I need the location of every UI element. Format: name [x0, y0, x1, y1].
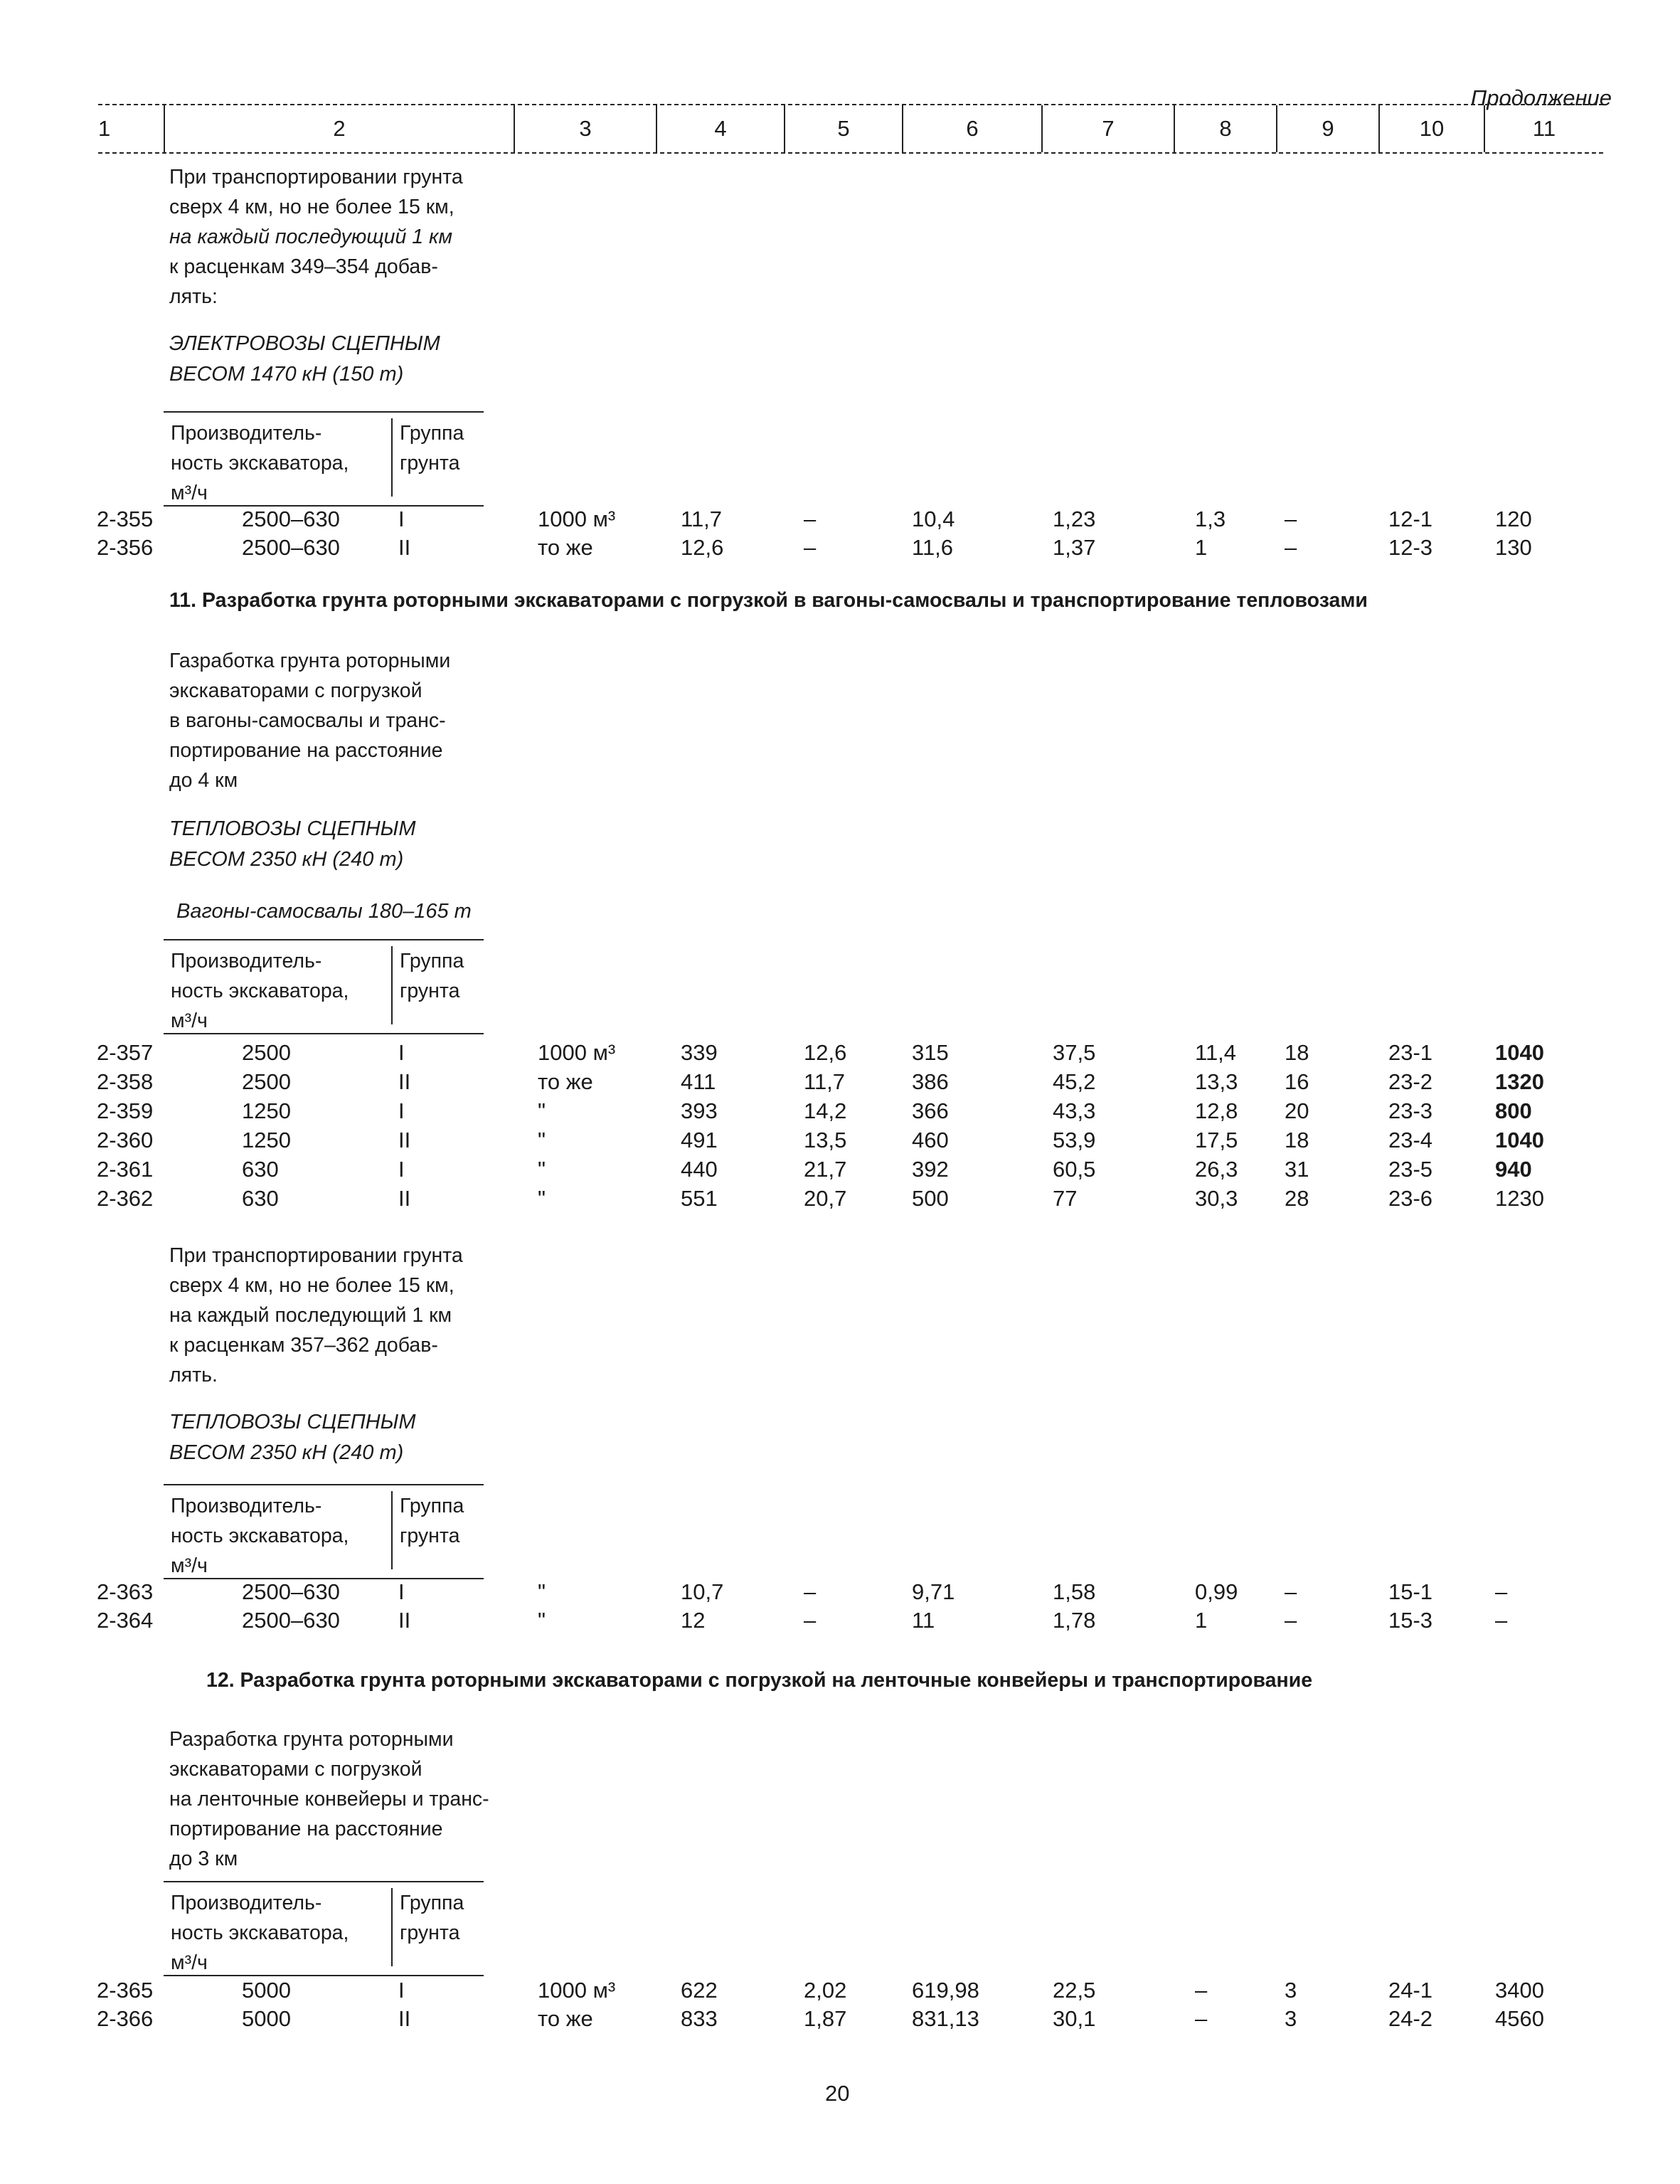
productivity: 2500–630 [242, 1579, 340, 1604]
subtable-header-block1 [164, 411, 484, 507]
col-4-value: 12 [681, 1608, 706, 1633]
col-4-value: 10,7 [681, 1579, 724, 1604]
text-line: на каждый последующий 1 км [169, 1304, 452, 1327]
col-2-number: 2 [165, 105, 515, 152]
soil-group: II [398, 535, 411, 560]
rate-code: 2-356 [97, 535, 154, 560]
text-line: на ленточные конвейеры и транс- [169, 1788, 489, 1811]
text-line: ВЕСОМ 2350 кН (240 т) [169, 1441, 404, 1464]
col-4-value: 551 [681, 1186, 718, 1211]
productivity: 630 [242, 1157, 279, 1182]
productivity-header [171, 1888, 384, 1978]
text-line: Производитель- [171, 950, 322, 972]
col-9-number: 9 [1277, 105, 1380, 152]
text-line: ТЕПЛОВОЗЫ СЦЕПНЫМ [169, 1411, 416, 1433]
col-10-value: 23-2 [1388, 1069, 1433, 1094]
soil-group: II [398, 1608, 411, 1633]
unit: " [538, 1579, 546, 1604]
table-row [0, 1040, 1680, 1069]
col-11-value: 4560 [1495, 2006, 1544, 2031]
soil-group-header [391, 1888, 485, 1966]
unit: то же [538, 2006, 593, 2031]
col-8-value: 13,3 [1195, 1069, 1238, 1094]
soil-group: I [398, 1040, 405, 1065]
col-6-value: 619,98 [912, 1978, 979, 2003]
text-line: Группа [400, 950, 464, 972]
col-9-value: 18 [1285, 1040, 1309, 1065]
text-line: грунта [400, 1525, 460, 1547]
col-11-value: 120 [1495, 507, 1532, 531]
text-line: м³/ч [171, 1009, 208, 1032]
col-4-value: 339 [681, 1040, 718, 1065]
col-5-value: – [804, 1608, 817, 1633]
col-11-value: 130 [1495, 535, 1532, 560]
wagons-label: Вагоны-самосвалы 180–165 т [176, 900, 472, 923]
col-9-value: 3 [1285, 2006, 1297, 2031]
productivity-header [171, 946, 384, 1036]
col-5-value: 13,5 [804, 1128, 847, 1152]
text-line: Производитель- [171, 422, 322, 445]
col-6-value: 831,13 [912, 2006, 979, 2031]
text-line: м³/ч [171, 1951, 208, 1974]
col-5-value: 20,7 [804, 1186, 847, 1211]
text-line: ВЕСОМ 2350 кН (240 т) [169, 848, 404, 871]
table-row [0, 1186, 1680, 1214]
text-line: Газработка грунта роторными [169, 650, 451, 672]
text-line: Производитель- [171, 1495, 322, 1517]
col-8-value: 30,3 [1195, 1186, 1238, 1211]
col-8-number: 8 [1175, 105, 1277, 152]
col-11-value: 940 [1495, 1157, 1532, 1182]
col-4-value: 833 [681, 2006, 718, 2031]
col-7-value: 1,37 [1053, 535, 1096, 560]
text-line: к расценкам 349–354 добав- [169, 255, 438, 278]
section-12-title: 12. Разработка грунта роторными экскаваторами с погрузкой на ленточные конвейеры и транспортирование [206, 1669, 1313, 1692]
text-line: до 4 км [169, 769, 238, 792]
text-line: к расценкам 357–362 добав- [169, 1334, 438, 1357]
productivity: 1250 [242, 1098, 291, 1123]
col-11-value: – [1495, 1579, 1508, 1604]
col-8-value: 1 [1195, 535, 1208, 560]
unit: " [538, 1157, 546, 1182]
productivity: 2500–630 [242, 507, 340, 531]
rate-code: 2-358 [97, 1069, 154, 1094]
productivity: 5000 [242, 2006, 291, 2031]
note-text-block1 [169, 162, 539, 312]
col-11-value: 1230 [1495, 1186, 1544, 1211]
unit: " [538, 1128, 546, 1152]
text-line: экскаваторами с погрузкой [169, 1758, 422, 1781]
unit: 1000 м³ [538, 507, 616, 531]
productivity: 2500 [242, 1040, 291, 1065]
desc-text-block4 [169, 1724, 568, 1874]
section-11-title: 11. Разработка грунта роторными экскаваторами с погрузкой в вагоны-самосвалы и транспортирование тепловозами [169, 589, 1368, 612]
col-8-value: 0,99 [1195, 1579, 1238, 1604]
col-7-value: 22,5 [1053, 1978, 1096, 2003]
soil-group: II [398, 1186, 411, 1211]
col-8-value: 1 [1195, 1608, 1208, 1633]
text-line: ЭЛЕКТРОВОЗЫ СЦЕПНЫМ [169, 332, 440, 355]
productivity: 2500–630 [242, 535, 340, 560]
text-line: Производитель- [171, 1892, 322, 1914]
col-6-value: 386 [912, 1069, 949, 1094]
col-5-value: 11,7 [804, 1069, 846, 1094]
productivity-header [171, 1491, 384, 1581]
col-6-value: 9,71 [912, 1579, 955, 1604]
col-9-value: – [1285, 535, 1297, 560]
soil-group: II [398, 1069, 411, 1094]
rate-code: 2-366 [97, 2006, 154, 2031]
text-line: ность экскаватора, [171, 980, 349, 1002]
productivity: 2500 [242, 1069, 291, 1094]
rate-code: 2-362 [97, 1186, 154, 1211]
table-row [0, 1069, 1680, 1098]
table-row [0, 1579, 1680, 1608]
col-8-value: – [1195, 1978, 1208, 2003]
col-7-value: 53,9 [1053, 1128, 1096, 1152]
col-6-value: 392 [912, 1157, 949, 1182]
productivity-header [171, 418, 384, 508]
soil-group-header [391, 418, 485, 497]
text-line: портирование на расстояние [169, 739, 443, 762]
productivity: 1250 [242, 1128, 291, 1152]
soil-group: II [398, 2006, 411, 2031]
soil-group: I [398, 507, 405, 531]
table-row [0, 2006, 1680, 2035]
continuation-label: Продолжение [1470, 85, 1612, 110]
col-10-value: 23-4 [1388, 1128, 1433, 1152]
col-10-value: 23-6 [1388, 1186, 1433, 1211]
col-8-value: 26,3 [1195, 1157, 1238, 1182]
col-10-value: 12-3 [1388, 535, 1433, 560]
unit: то же [538, 535, 593, 560]
col-11-number: 11 [1532, 116, 1556, 141]
col-7-value: 1,23 [1053, 507, 1096, 531]
col-9-value: 28 [1285, 1186, 1309, 1211]
productivity: 5000 [242, 1978, 291, 2003]
text-line: сверх 4 км, но не более 15 км, [169, 196, 454, 218]
productivity: 2500–630 [242, 1608, 340, 1633]
unit: то же [538, 1069, 593, 1094]
col-9-value: 20 [1285, 1098, 1309, 1123]
col-5-value: – [804, 507, 817, 531]
text-line: При транспортировании грунта [169, 1244, 463, 1267]
col-7-value: 37,5 [1053, 1040, 1096, 1065]
locomotive-heading-block2 [169, 814, 416, 875]
col-4-value: 622 [681, 1978, 718, 2003]
text-line: Разработка грунта роторными [169, 1728, 454, 1751]
col-11-value: 1320 [1495, 1069, 1544, 1094]
col-11-value: 800 [1495, 1098, 1532, 1123]
table-row [0, 1157, 1680, 1185]
col-10-value: 23-5 [1388, 1157, 1433, 1182]
col-4-value: 491 [681, 1128, 718, 1152]
col-5-value: – [804, 1579, 817, 1604]
col-7-value: 1,78 [1053, 1608, 1096, 1633]
text-line: грунта [400, 452, 460, 475]
soil-group: I [398, 1978, 405, 2003]
col-9-value: – [1285, 1579, 1297, 1604]
col-8-value: 17,5 [1195, 1128, 1238, 1152]
col-10-value: 15-1 [1388, 1579, 1433, 1604]
col-7-value: 60,5 [1053, 1157, 1096, 1182]
col-5-value: 21,7 [804, 1157, 847, 1182]
col-11-value: 1040 [1495, 1040, 1544, 1065]
rate-code: 2-364 [97, 1608, 154, 1633]
locomotive-heading-block1 [169, 329, 440, 390]
page-number: 20 [825, 2081, 850, 2106]
soil-group: I [398, 1579, 405, 1604]
col-8-value: 1,3 [1195, 507, 1226, 531]
col-7-value: 77 [1053, 1186, 1078, 1211]
text-line: портирование на расстояние [169, 1818, 443, 1840]
col-10-value: 12-1 [1388, 507, 1433, 531]
text-line: на каждый последующий 1 км [169, 226, 452, 248]
text-line: ность экскаватора, [171, 1525, 349, 1547]
note-text-block3 [169, 1241, 539, 1390]
text-line: сверх 4 км, но не более 15 км, [169, 1274, 454, 1297]
unit: 1000 м³ [538, 1978, 616, 2003]
soil-group: I [398, 1157, 405, 1182]
soil-group: I [398, 1098, 405, 1123]
col-4-value: 440 [681, 1157, 718, 1182]
text-line: до 3 км [169, 1848, 238, 1870]
col-11-value: 1040 [1495, 1128, 1544, 1152]
col-6-value: 460 [912, 1128, 949, 1152]
col-5-value: 2,02 [804, 1978, 847, 2003]
col-7-value: 43,3 [1053, 1098, 1096, 1123]
col-10-value: 24-2 [1388, 2006, 1433, 2031]
col-10-value: 15-3 [1388, 1608, 1433, 1633]
productivity: 630 [242, 1186, 279, 1211]
col-5-value: 12,6 [804, 1040, 847, 1065]
text-line: ВЕСОМ 1470 кН (150 т) [169, 363, 404, 386]
locomotive-heading-block3 [169, 1407, 416, 1468]
subtable-header-block3 [164, 1484, 484, 1579]
col-4-number: 4 [657, 105, 785, 152]
soil-group-header [391, 946, 485, 1024]
col-9-value: – [1285, 507, 1297, 531]
header-bottom-rule [98, 152, 1603, 154]
col-9-value: 3 [1285, 1978, 1297, 2003]
col-10-value: 23-3 [1388, 1098, 1433, 1123]
desc-text-block2 [169, 646, 539, 795]
text-line: ТЕПЛОВОЗЫ СЦЕПНЫМ [169, 817, 416, 840]
subtable-header-block4 [164, 1881, 484, 1976]
col-10-value: 23-1 [1388, 1040, 1433, 1065]
table-row [0, 1128, 1680, 1156]
table-row [0, 507, 1680, 535]
col-9-value: 31 [1285, 1157, 1309, 1182]
rate-code: 2-363 [97, 1579, 154, 1604]
col-6-value: 366 [912, 1098, 949, 1123]
text-line: грунта [400, 980, 460, 1002]
col-4-value: 11,7 [681, 507, 723, 531]
text-line: экскаваторами с погрузкой [169, 679, 422, 702]
rate-code: 2-355 [97, 507, 154, 531]
rate-code: 2-359 [97, 1098, 154, 1123]
col-11-value: 3400 [1495, 1978, 1544, 2003]
table-row [0, 535, 1680, 563]
col-7-number: 7 [1043, 105, 1175, 152]
col-6-value: 500 [912, 1186, 949, 1211]
soil-group-header [391, 1491, 485, 1569]
unit: " [538, 1186, 546, 1211]
text-line: грунта [400, 1921, 460, 1944]
col-6-value: 11 [912, 1608, 935, 1633]
col-5-value: 1,87 [804, 2006, 847, 2031]
rate-code: 2-365 [97, 1978, 154, 2003]
col-7-value: 30,1 [1053, 2006, 1096, 2031]
text-line: лять. [169, 1364, 218, 1387]
text-line: в вагоны-самосвалы и транс- [169, 709, 446, 732]
text-line: лять: [169, 285, 218, 308]
col-6-value: 10,4 [912, 507, 955, 531]
rate-code: 2-360 [97, 1128, 154, 1152]
table-row [0, 1098, 1680, 1127]
text-line: Группа [400, 1495, 464, 1517]
text-line: Группа [400, 1892, 464, 1914]
text-line: ность экскаватора, [171, 1921, 349, 1944]
col-8-value: 11,4 [1195, 1040, 1237, 1065]
unit: " [538, 1098, 546, 1123]
col-8-value: – [1195, 2006, 1208, 2031]
subtable-header-block2 [164, 939, 484, 1034]
col-10-number: 10 [1380, 105, 1485, 152]
rate-code: 2-357 [97, 1040, 154, 1065]
column-number-header [98, 105, 1603, 152]
col-1-number: 1 [98, 105, 165, 152]
col-6-number: 6 [903, 105, 1043, 152]
text-line: м³/ч [171, 1554, 208, 1577]
col-4-value: 411 [681, 1069, 716, 1094]
text-line: Группа [400, 422, 464, 445]
table-row [0, 1608, 1680, 1636]
table-row [0, 1978, 1680, 2006]
col-7-value: 45,2 [1053, 1069, 1096, 1094]
col-4-value: 12,6 [681, 535, 724, 560]
col-5-value: 14,2 [804, 1098, 847, 1123]
text-line: м³/ч [171, 482, 208, 504]
col-10-value: 24-1 [1388, 1978, 1433, 2003]
unit: 1000 м³ [538, 1040, 616, 1065]
col-6-value: 11,6 [912, 535, 954, 560]
col-5-value: – [804, 535, 817, 560]
col-4-value: 393 [681, 1098, 718, 1123]
col-3-number: 3 [515, 105, 657, 152]
col-9-value: 18 [1285, 1128, 1309, 1152]
text-line: При транспортировании грунта [169, 166, 463, 189]
col-9-value: 16 [1285, 1069, 1309, 1094]
col-11-value: – [1495, 1608, 1508, 1633]
col-6-value: 315 [912, 1040, 949, 1065]
text-line: ность экскаватора, [171, 452, 349, 475]
col-5-number: 5 [785, 105, 903, 152]
col-7-value: 1,58 [1053, 1579, 1096, 1604]
unit: " [538, 1608, 546, 1633]
col-8-value: 12,8 [1195, 1098, 1238, 1123]
soil-group: II [398, 1128, 411, 1152]
rate-code: 2-361 [97, 1157, 154, 1182]
col-9-value: – [1285, 1608, 1297, 1633]
